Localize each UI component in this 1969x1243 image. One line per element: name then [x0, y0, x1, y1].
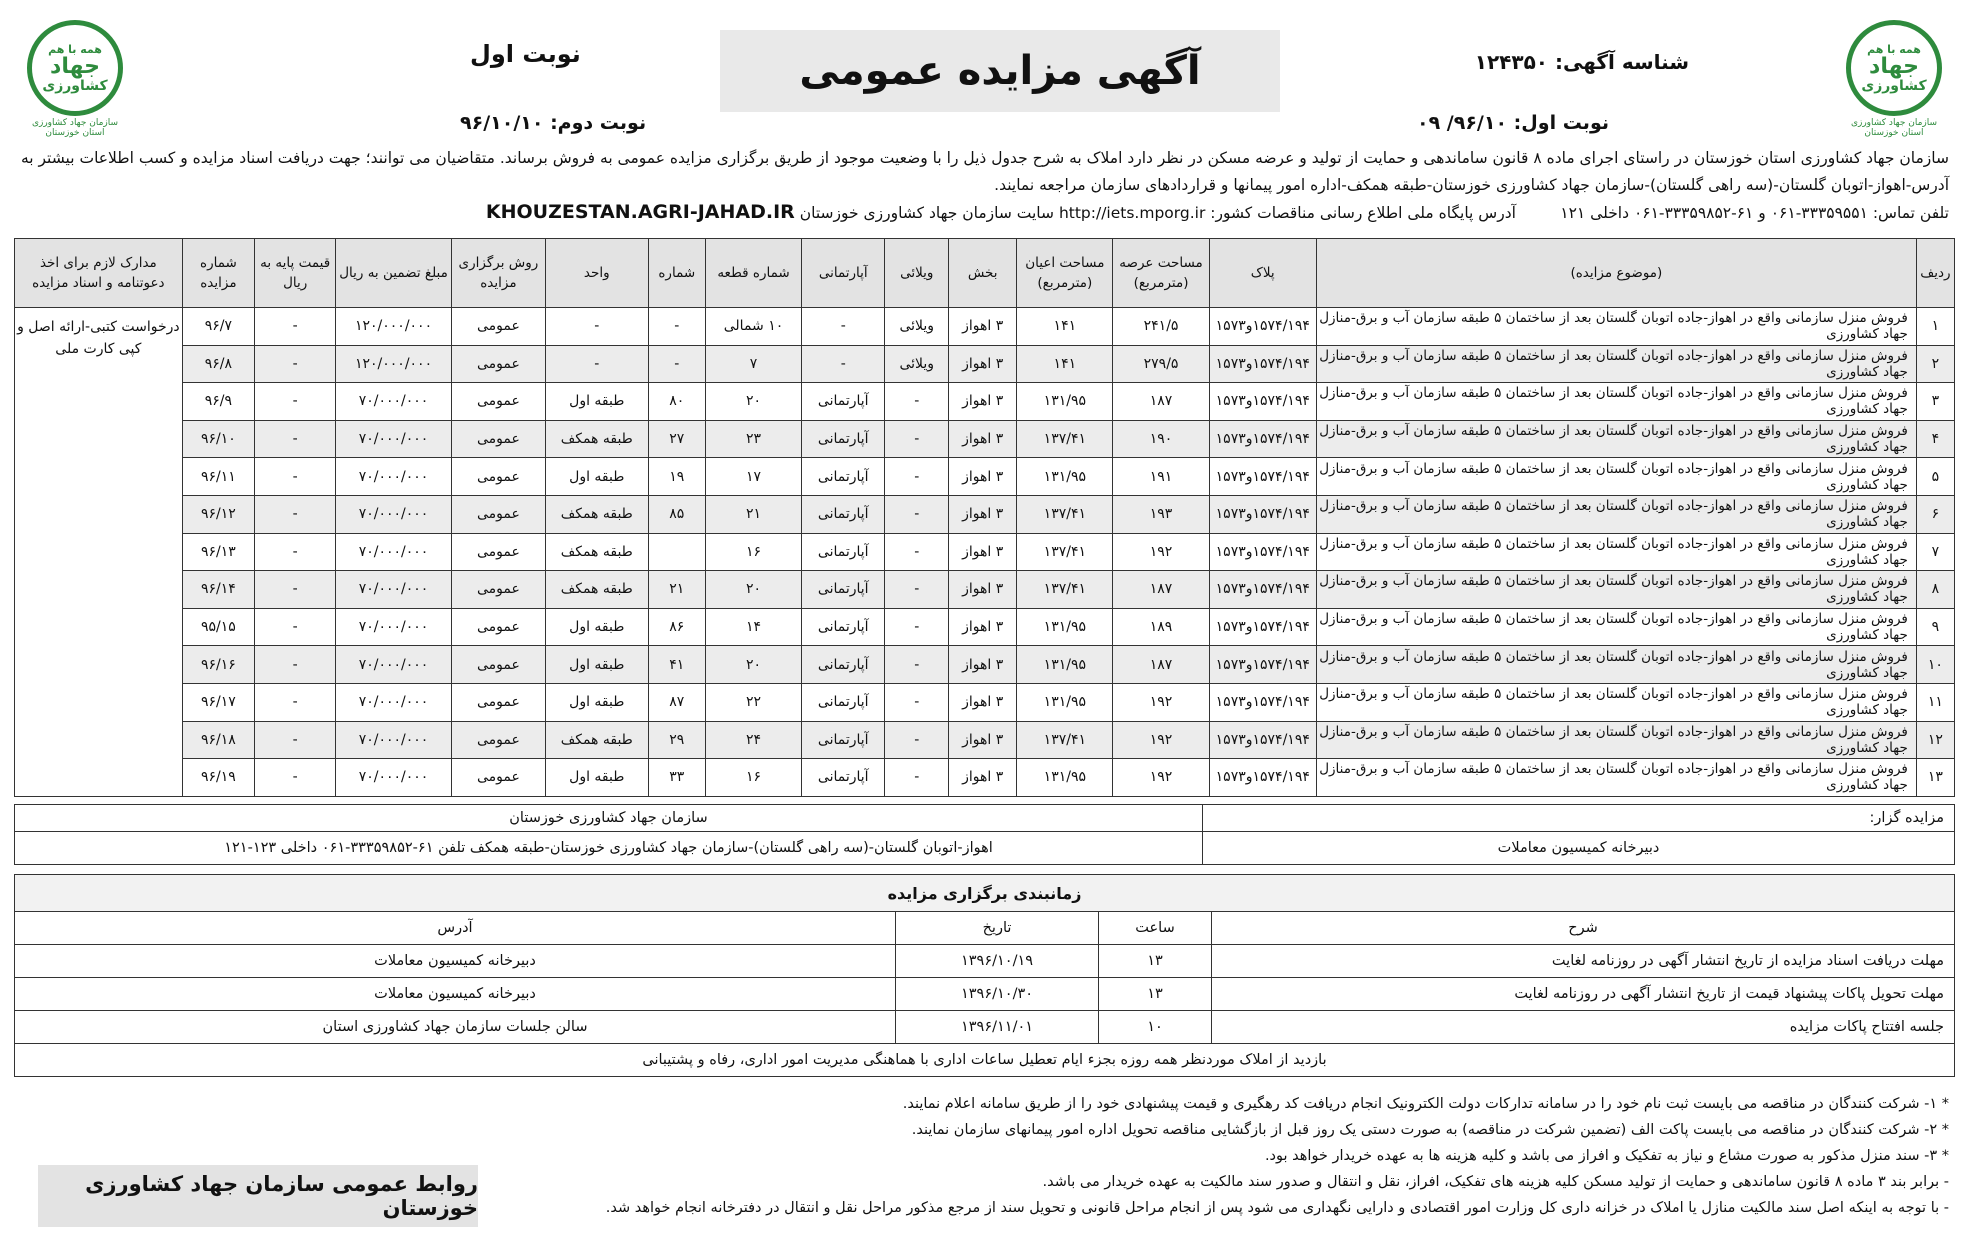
deposit-amount: ۱۲۰/۰۰۰/۰۰۰ — [336, 345, 452, 383]
second-round-date: نوبت دوم: ۹۶/۱۰/۱۰ — [460, 112, 647, 134]
auction-method: عمومی — [451, 683, 545, 721]
col-header: واحد — [545, 239, 648, 308]
floor-unit: طبقه همکف — [545, 721, 648, 759]
plaque: ۱۵۷۴/۱۹۴و۱۵۷۳ — [1209, 571, 1316, 609]
built-area: ۱۳۱/۹۵ — [1017, 683, 1113, 721]
table-row — [15, 721, 1955, 759]
land-area: ۱۹۲ — [1113, 721, 1209, 759]
land-area: ۱۹۳ — [1113, 495, 1209, 533]
col-header: مساحت عرصه (مترمربع) — [1113, 239, 1209, 308]
plaque: ۱۵۷۴/۱۹۴و۱۵۷۳ — [1209, 308, 1316, 346]
auction-id: ۹۶/۱۸ — [182, 721, 254, 759]
floor-unit: طبقه همکف — [545, 420, 648, 458]
floor-unit: طبقه همکف — [545, 571, 648, 609]
deposit-amount: ۷۰/۰۰۰/۰۰۰ — [336, 721, 452, 759]
auction-id: ۹۶/۷ — [182, 308, 254, 346]
row-number: ۹ — [1916, 608, 1954, 646]
subject: فروش منزل سازمانی واقع در اهواز-جاده اتوبان گلستان بعد از ساختمان ۵ طبقه سازمان آب و برق-منازل جهاد کشاورزی — [1316, 721, 1916, 759]
deposit-amount: ۷۰/۰۰۰/۰۰۰ — [336, 420, 452, 458]
plaque: ۱۵۷۴/۱۹۴و۱۵۷۳ — [1209, 383, 1316, 421]
table-row — [15, 683, 1955, 721]
subject: فروش منزل سازمانی واقع در اهواز-جاده اتوبان گلستان بعد از ساختمان ۵ طبقه سازمان آب و برق-منازل جهاد کشاورزی — [1316, 646, 1916, 684]
table-row — [15, 759, 1955, 797]
auction-method: عمومی — [451, 646, 545, 684]
base-price: - — [255, 759, 336, 797]
col-header: مساحت اعیان (مترمربع) — [1017, 239, 1113, 308]
note-item: - با توجه به اینکه اصل سند مالکیت منازل یا املاک در خزانه داری کل وزارت امور اقتصادی و دارایی نگهداری می شود پس از انجام مراحل قانونی و تحویل سند از مرجع مذکور مراحل نقل و انتقال در دفترخانه انجام خواهد شد. — [605, 1200, 1949, 1216]
villa-flag: ویلائی — [885, 308, 949, 346]
deposit-amount: ۷۰/۰۰۰/۰۰۰ — [336, 608, 452, 646]
villa-flag: ویلائی — [885, 345, 949, 383]
base-price: - — [255, 683, 336, 721]
plot-number: ۷ — [705, 345, 801, 383]
floor-unit: طبقه همکف — [545, 533, 648, 571]
agri-jahad-logo: همه با هم جهاد کشاورزی سازمان جهاد کشاورزی استان خوزستان — [20, 20, 130, 130]
row-number: ۲ — [1916, 345, 1954, 383]
row-number: ۱۳ — [1916, 759, 1954, 797]
auction-id: ۹۶/۱۰ — [182, 420, 254, 458]
base-price: - — [255, 608, 336, 646]
table-row — [15, 571, 1955, 609]
auction-items-table — [14, 238, 1955, 797]
organizer-office: دبیرخانه کمیسیون معاملات — [1203, 832, 1955, 865]
subject: فروش منزل سازمانی واقع در اهواز-جاده اتوبان گلستان بعد از ساختمان ۵ طبقه سازمان آب و برق-منازل جهاد کشاورزی — [1316, 345, 1916, 383]
row-number: ۴ — [1916, 420, 1954, 458]
subject: فروش منزل سازمانی واقع در اهواز-جاده اتوبان گلستان بعد از ساختمان ۵ طبقه سازمان آب و برق-منازل جهاد کشاورزی — [1316, 683, 1916, 721]
apartment-flag: آپارتمانی — [802, 759, 885, 797]
villa-flag: - — [885, 383, 949, 421]
plaque: ۱۵۷۴/۱۹۴و۱۵۷۳ — [1209, 646, 1316, 684]
note-item: * ۳- سند منزل مذکور به صورت مشاع و نیاز به تفکیک و افراز می باشد و کلیه هزینه ها به عهده خریدار خواهد بود. — [1264, 1148, 1949, 1164]
subject: فروش منزل سازمانی واقع در اهواز-جاده اتوبان گلستان بعد از ساختمان ۵ طبقه سازمان آب و برق-منازل جهاد کشاورزی — [1316, 495, 1916, 533]
col-header: مدارک لازم برای اخذ دعوتنامه و اسناد مزایده — [15, 239, 183, 308]
section: ۳ اهواز — [949, 495, 1017, 533]
schedule-header: تاریخ — [896, 912, 1099, 945]
schedule-header: ساعت — [1099, 912, 1212, 945]
col-header: ویلائی — [885, 239, 949, 308]
unit-number: ۸۰ — [648, 383, 705, 421]
unit-number: ۲۷ — [648, 420, 705, 458]
unit-number: - — [648, 345, 705, 383]
plaque: ۱۵۷۴/۱۹۴و۱۵۷۳ — [1209, 345, 1316, 383]
unit-number: ۳۳ — [648, 759, 705, 797]
col-header: ردیف — [1916, 239, 1954, 308]
floor-unit: - — [545, 345, 648, 383]
row-number: ۵ — [1916, 458, 1954, 496]
deposit-amount: ۷۰/۰۰۰/۰۰۰ — [336, 759, 452, 797]
plaque: ۱۵۷۴/۱۹۴و۱۵۷۳ — [1209, 608, 1316, 646]
deposit-amount: ۷۰/۰۰۰/۰۰۰ — [336, 683, 452, 721]
col-header: بخش — [949, 239, 1017, 308]
footer-public-relations: روابط عمومی سازمان جهاد کشاورزی خوزستان — [38, 1165, 478, 1227]
unit-number: ۴۱ — [648, 646, 705, 684]
apartment-flag: آپارتمانی — [802, 608, 885, 646]
site-label: سایت سازمان جهاد کشاورزی خوزستان — [799, 204, 1055, 222]
auction-method: عمومی — [451, 420, 545, 458]
auction-method: عمومی — [451, 721, 545, 759]
notes — [419, 1091, 1949, 1221]
schedule-title: زمانبندی برگزاری مزایده — [15, 875, 1955, 912]
apartment-flag: آپارتمانی — [802, 683, 885, 721]
auction-id: ۹۶/۱۲ — [182, 495, 254, 533]
row-number: ۱ — [1916, 308, 1954, 346]
plaque: ۱۵۷۴/۱۹۴و۱۵۷۳ — [1209, 533, 1316, 571]
table-row — [15, 608, 1955, 646]
auction-method: عمومی — [451, 458, 545, 496]
plot-number: ۱۰ شمالی — [705, 308, 801, 346]
deposit-amount: ۷۰/۰۰۰/۰۰۰ — [336, 571, 452, 609]
col-header: شماره — [648, 239, 705, 308]
table-row — [15, 458, 1955, 496]
built-area: ۱۳۷/۴۱ — [1017, 571, 1113, 609]
villa-flag: - — [885, 420, 949, 458]
organizer-table — [14, 804, 1955, 865]
row-number: ۱۰ — [1916, 646, 1954, 684]
built-area: ۱۳۱/۹۵ — [1017, 383, 1113, 421]
villa-flag: - — [885, 683, 949, 721]
plot-number: ۲۴ — [705, 721, 801, 759]
contact-line — [20, 199, 1949, 227]
portal-link[interactable]: http://iets.mporg.ir — [1058, 204, 1206, 222]
required-documents: درخواست کتبی-ارائه اصل و کپی کارت ملی — [15, 308, 183, 797]
row-number: ۸ — [1916, 571, 1954, 609]
apartment-flag: آپارتمانی — [802, 571, 885, 609]
visit-note: بازدید از املاک موردنظر همه روزه بجزء ایام تعطیل ساعات اداری با هماهنگی مدیریت امور اداری، رفاه و پشتیبانی — [15, 1044, 1955, 1077]
site-link[interactable]: KHOUZESTAN.AGRI-JAHAD.IR — [485, 201, 795, 223]
deposit-amount: ۱۲۰/۰۰۰/۰۰۰ — [336, 308, 452, 346]
subject: فروش منزل سازمانی واقع در اهواز-جاده اتوبان گلستان بعد از ساختمان ۵ طبقه سازمان آب و برق-منازل جهاد کشاورزی — [1316, 383, 1916, 421]
base-price: - — [255, 308, 336, 346]
base-price: - — [255, 721, 336, 759]
note-item: - برابر بند ۳ ماده ۸ قانون ساماندهی و حمایت از تولید مسکن کلیه هزینه های تفکیک، افراز، نقل و انتقال و صدور سند مالکیت به عهده خریدار می باشد. — [1042, 1174, 1949, 1190]
apartment-flag: آپارتمانی — [802, 533, 885, 571]
schedule-header: شرح — [1212, 912, 1955, 945]
col-header: (موضوع مزایده) — [1316, 239, 1916, 308]
floor-unit: طبقه اول — [545, 646, 648, 684]
built-area: ۱۳۱/۹۵ — [1017, 646, 1113, 684]
row-number: ۱۱ — [1916, 683, 1954, 721]
land-area: ۱۸۷ — [1113, 383, 1209, 421]
auction-id: ۹۶/۱۴ — [182, 571, 254, 609]
built-area: ۱۴۱ — [1017, 345, 1113, 383]
unit-number: ۲۱ — [648, 571, 705, 609]
col-header: پلاک — [1209, 239, 1316, 308]
intro-line-2: آدرس-اهواز-اتوبان گلستان-(سه راهی گلستان)-سازمان جهاد کشاورزی خوزستان-طبقه همکف-اداره امور پیمانها و قراردادهای سازمان مراجعه نمایند. — [994, 176, 1949, 194]
land-area: ۱۸۷ — [1113, 646, 1209, 684]
subject: فروش منزل سازمانی واقع در اهواز-جاده اتوبان گلستان بعد از ساختمان ۵ طبقه سازمان آب و برق-منازل جهاد کشاورزی — [1316, 608, 1916, 646]
apartment-flag: آپارتمانی — [802, 646, 885, 684]
table-row — [15, 646, 1955, 684]
plot-number: ۱۷ — [705, 458, 801, 496]
land-area: ۱۹۲ — [1113, 683, 1209, 721]
table-row — [15, 420, 1955, 458]
villa-flag: - — [885, 571, 949, 609]
plot-number: ۱۶ — [705, 533, 801, 571]
base-price: - — [255, 495, 336, 533]
plaque: ۱۵۷۴/۱۹۴و۱۵۷۳ — [1209, 495, 1316, 533]
plot-number: ۲۰ — [705, 571, 801, 609]
auction-method: عمومی — [451, 383, 545, 421]
subject: فروش منزل سازمانی واقع در اهواز-جاده اتوبان گلستان بعد از ساختمان ۵ طبقه سازمان آب و برق-منازل جهاد کشاورزی — [1316, 571, 1916, 609]
note-item: * ۱- شرکت کنندگان در مناقصه می بایست ثبت نام خود را در سامانه تدارکات دولت الکترونیک انجام دریافت کد رهگیری و قیمت پیشنهادی خود را از طریق سامانه اعلام نمایند. — [902, 1096, 1949, 1112]
floor-unit: طبقه اول — [545, 608, 648, 646]
organizer-address: اهواز-اتوبان گلستان-(سه راهی گلستان)-سازمان جهاد کشاورزی خوزستان-طبقه همکف تلفن ۶۱-۳۳۳۵۹۸۵۲-۰۶۱ داخلی ۱۲۳-۱۲۱ — [15, 832, 1203, 865]
land-area: ۱۹۰ — [1113, 420, 1209, 458]
first-round-date: نوبت اول: ۹۶/۱۰/ ۰۹ — [1416, 112, 1609, 134]
plot-number: ۲۰ — [705, 383, 801, 421]
plot-number: ۲۱ — [705, 495, 801, 533]
section: ۳ اهواز — [949, 571, 1017, 609]
built-area: ۱۳۷/۴۱ — [1017, 721, 1113, 759]
section: ۳ اهواز — [949, 721, 1017, 759]
plaque: ۱۵۷۴/۱۹۴و۱۵۷۳ — [1209, 458, 1316, 496]
villa-flag: - — [885, 608, 949, 646]
unit-number — [648, 533, 705, 571]
auction-method: عمومی — [451, 345, 545, 383]
villa-flag: - — [885, 533, 949, 571]
auction-id: ۹۶/۱۷ — [182, 683, 254, 721]
unit-number: - — [648, 308, 705, 346]
plaque: ۱۵۷۴/۱۹۴و۱۵۷۳ — [1209, 420, 1316, 458]
unit-number: ۸۵ — [648, 495, 705, 533]
auction-method: عمومی — [451, 533, 545, 571]
subject: فروش منزل سازمانی واقع در اهواز-جاده اتوبان گلستان بعد از ساختمان ۵ طبقه سازمان آب و برق-منازل جهاد کشاورزی — [1316, 420, 1916, 458]
deposit-amount: ۷۰/۰۰۰/۰۰۰ — [336, 646, 452, 684]
portal-label: آدرس پایگاه ملی اطلاع رسانی مناقصات کشور: — [1210, 204, 1516, 222]
organizer-label: مزایده گزار: — [1203, 805, 1955, 832]
deposit-amount: ۷۰/۰۰۰/۰۰۰ — [336, 458, 452, 496]
land-area: ۲۷۹/۵ — [1113, 345, 1209, 383]
col-header: قیمت پایه به ریال — [255, 239, 336, 308]
table-row — [15, 533, 1955, 571]
land-area: ۱۹۲ — [1113, 759, 1209, 797]
auction-id: ۹۶/۸ — [182, 345, 254, 383]
built-area: ۱۳۷/۴۱ — [1017, 495, 1113, 533]
apartment-flag: آپارتمانی — [802, 420, 885, 458]
unit-number: ۲۹ — [648, 721, 705, 759]
section: ۳ اهواز — [949, 759, 1017, 797]
phone: تلفن تماس: ۳۳۳۵۹۵۵۱-۰۶۱ و ۶۱-۳۳۳۵۹۸۵۲-۰۶۱ داخلی ۱۲۱ — [1560, 204, 1949, 222]
plot-number: ۲۲ — [705, 683, 801, 721]
schedule-table — [14, 874, 1955, 1077]
section: ۳ اهواز — [949, 308, 1017, 346]
plot-number: ۱۶ — [705, 759, 801, 797]
unit-number: ۸۶ — [648, 608, 705, 646]
subject: فروش منزل سازمانی واقع در اهواز-جاده اتوبان گلستان بعد از ساختمان ۵ طبقه سازمان آب و برق-منازل جهاد کشاورزی — [1316, 533, 1916, 571]
plot-number: ۱۴ — [705, 608, 801, 646]
villa-flag: - — [885, 646, 949, 684]
built-area: ۱۳۱/۹۵ — [1017, 608, 1113, 646]
section: ۳ اهواز — [949, 608, 1017, 646]
col-header: شماره مزایده — [182, 239, 254, 308]
deposit-amount: ۷۰/۰۰۰/۰۰۰ — [336, 495, 452, 533]
plot-number: ۲۳ — [705, 420, 801, 458]
row-number: ۷ — [1916, 533, 1954, 571]
auction-id: ۹۶/۱۹ — [182, 759, 254, 797]
subject: فروش منزل سازمانی واقع در اهواز-جاده اتوبان گلستان بعد از ساختمان ۵ طبقه سازمان آب و برق-منازل جهاد کشاورزی — [1316, 458, 1916, 496]
auction-method: عمومی — [451, 571, 545, 609]
auction-method: عمومی — [451, 495, 545, 533]
auction-method: عمومی — [451, 608, 545, 646]
land-area: ۲۴۱/۵ — [1113, 308, 1209, 346]
intro-line-1: سازمان جهاد کشاورزی استان خوزستان در راستای اجرای ماده ۸ قانون ساماندهی و حمایت از تولید و عرضه مسکن در نظر دارد املاک به شرح جدول ذیل را با وضعیت موجود از طریق برگزاری مزایده عمومی به فروش برساند. متقاضیان می توانند؛ جهت دریافت اسناد مزایده و کسب اطلاعات بیشتر به — [20, 149, 1949, 167]
unit-number: ۸۷ — [648, 683, 705, 721]
row-number: ۳ — [1916, 383, 1954, 421]
subject: فروش منزل سازمانی واقع در اهواز-جاده اتوبان گلستان بعد از ساختمان ۵ طبقه سازمان آب و برق-منازل جهاد کشاورزی — [1316, 759, 1916, 797]
apartment-flag: آپارتمانی — [802, 383, 885, 421]
note-item: * ۲- شرکت کنندگان در مناقصه می بایست پاکت الف (تضمین شرکت در مناقصه) به صورت دستی یک روز قبل از بازگشایی مناقصه تحویل اداره امور پیمانهای سازمان نمایند. — [911, 1122, 1949, 1138]
organizer-name: سازمان جهاد کشاورزی خوزستان — [15, 805, 1203, 832]
plaque: ۱۵۷۴/۱۹۴و۱۵۷۳ — [1209, 759, 1316, 797]
auction-id: ۹۵/۱۵ — [182, 608, 254, 646]
row-number: ۶ — [1916, 495, 1954, 533]
section: ۳ اهواز — [949, 646, 1017, 684]
built-area: ۱۳۷/۴۱ — [1017, 420, 1113, 458]
notice-title: آگهی مزایده عمومی — [720, 30, 1280, 112]
built-area: ۱۳۱/۹۵ — [1017, 759, 1113, 797]
unit-number: ۱۹ — [648, 458, 705, 496]
floor-unit: طبقه اول — [545, 383, 648, 421]
land-area: ۱۸۷ — [1113, 571, 1209, 609]
apartment-flag: آپارتمانی — [802, 495, 885, 533]
schedule-row: جلسه افتتاح پاکات مزایده ۱۰ ۱۳۹۶/۱۱/۰۱ سالن جلسات سازمان جهاد کشاورزی استان — [15, 1011, 1955, 1044]
intro-text — [20, 145, 1949, 227]
section: ۳ اهواز — [949, 683, 1017, 721]
villa-flag: - — [885, 495, 949, 533]
plaque: ۱۵۷۴/۱۹۴و۱۵۷۳ — [1209, 721, 1316, 759]
plaque: ۱۵۷۴/۱۹۴و۱۵۷۳ — [1209, 683, 1316, 721]
section: ۳ اهواز — [949, 420, 1017, 458]
land-area: ۱۹۱ — [1113, 458, 1209, 496]
schedule-header: آدرس — [15, 912, 896, 945]
base-price: - — [255, 345, 336, 383]
base-price: - — [255, 646, 336, 684]
col-header: شماره قطعه — [705, 239, 801, 308]
floor-unit: - — [545, 308, 648, 346]
col-header: روش برگزاری مزایده — [451, 239, 545, 308]
auction-id: ۹۶/۱۶ — [182, 646, 254, 684]
auction-id: ۹۶/۱۱ — [182, 458, 254, 496]
auction-id: ۹۶/۹ — [182, 383, 254, 421]
col-header: مبلغ تضمین به ریال — [336, 239, 452, 308]
apartment-flag: - — [802, 308, 885, 346]
base-price: - — [255, 571, 336, 609]
agri-jahad-logo: همه با هم جهاد کشاورزی سازمان جهاد کشاورزی استان خوزستان — [1839, 20, 1949, 130]
table-row — [15, 308, 1955, 346]
ad-id: شناسه آگهی: ۱۲۴۳۵۰ — [1474, 50, 1689, 74]
land-area: ۱۸۹ — [1113, 608, 1209, 646]
built-area: ۱۳۷/۴۱ — [1017, 533, 1113, 571]
floor-unit: طبقه همکف — [545, 495, 648, 533]
schedule-row: مهلت دریافت اسناد مزایده از تاریخ انتشار آگهی در روزنامه لغایت ۱۳ ۱۳۹۶/۱۰/۱۹ دبیرخانه کمیسیون معاملات — [15, 945, 1955, 978]
villa-flag: - — [885, 458, 949, 496]
schedule-row: مهلت تحویل پاکات پیشنهاد قیمت از تاریخ انتشار آگهی در روزنامه لغایت ۱۳ ۱۳۹۶/۱۰/۳۰ دبیرخانه کمیسیون معاملات — [15, 978, 1955, 1011]
subject: فروش منزل سازمانی واقع در اهواز-جاده اتوبان گلستان بعد از ساختمان ۵ طبقه سازمان آب و برق-منازل جهاد کشاورزی — [1316, 308, 1916, 346]
floor-unit: طبقه اول — [545, 759, 648, 797]
table-row — [15, 345, 1955, 383]
apartment-flag: - — [802, 345, 885, 383]
built-area: ۱۴۱ — [1017, 308, 1113, 346]
table-row — [15, 495, 1955, 533]
table-header-row — [15, 239, 1955, 308]
plot-number: ۲۰ — [705, 646, 801, 684]
base-price: - — [255, 458, 336, 496]
base-price: - — [255, 533, 336, 571]
round-label: نوبت اول — [470, 40, 581, 68]
auction-id: ۹۶/۱۳ — [182, 533, 254, 571]
built-area: ۱۳۱/۹۵ — [1017, 458, 1113, 496]
deposit-amount: ۷۰/۰۰۰/۰۰۰ — [336, 533, 452, 571]
section: ۳ اهواز — [949, 383, 1017, 421]
deposit-amount: ۷۰/۰۰۰/۰۰۰ — [336, 383, 452, 421]
apartment-flag: آپارتمانی — [802, 458, 885, 496]
villa-flag: - — [885, 759, 949, 797]
row-number: ۱۲ — [1916, 721, 1954, 759]
section: ۳ اهواز — [949, 458, 1017, 496]
base-price: - — [255, 383, 336, 421]
floor-unit: طبقه اول — [545, 683, 648, 721]
table-row — [15, 383, 1955, 421]
land-area: ۱۹۲ — [1113, 533, 1209, 571]
floor-unit: طبقه اول — [545, 458, 648, 496]
section: ۳ اهواز — [949, 533, 1017, 571]
villa-flag: - — [885, 721, 949, 759]
auction-method: عمومی — [451, 759, 545, 797]
apartment-flag: آپارتمانی — [802, 721, 885, 759]
col-header: آپارتمانی — [802, 239, 885, 308]
auction-method: عمومی — [451, 308, 545, 346]
section: ۳ اهواز — [949, 345, 1017, 383]
base-price: - — [255, 420, 336, 458]
